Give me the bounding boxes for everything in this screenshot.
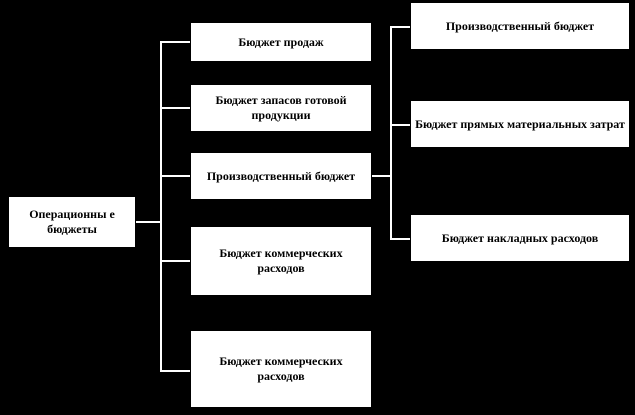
node-sales-budget	[190, 22, 372, 62]
node-label: Бюджет прямых материальных затрат	[415, 116, 625, 131]
connector-center-to-right-trunk	[372, 175, 392, 177]
connector-title-to-center-trunk	[160, 42, 162, 372]
node-label: Производственный бюджет	[206, 168, 356, 183]
node-commercial-expenses-budget-1	[190, 226, 372, 296]
connector-trunk-to-sales	[160, 41, 190, 43]
node-label: Бюджет запасов готовой продукции	[215, 93, 347, 122]
connector-right-trunk-to-production	[390, 26, 410, 28]
node-finished-goods-inventory-budget	[190, 84, 372, 132]
connector-right-trunk-to-materials	[390, 124, 410, 126]
node-production-budget-right	[410, 2, 630, 50]
connector-trunk-to-commercial-1	[160, 260, 190, 262]
connector-trunk-to-commercial-2	[160, 370, 190, 372]
connector-right-trunk-to-overhead	[390, 238, 410, 240]
node-direct-material-costs-budget	[410, 100, 630, 148]
node-label: Бюджет продаж	[238, 34, 324, 49]
connector-trunk-to-inventory	[160, 107, 190, 109]
node-label: Операционны е бюджеты	[29, 207, 115, 236]
node-label: Бюджет накладных расходов	[441, 230, 599, 245]
node-label: Бюджет коммерческих расходов	[219, 246, 343, 275]
node-production-budget-center	[190, 152, 372, 200]
node-label: Бюджет коммерческих расходов	[219, 354, 343, 383]
connector-title-to-trunk	[136, 221, 162, 223]
node-label: Производственный бюджет	[445, 18, 595, 33]
node-overhead-expenses-budget	[410, 214, 630, 262]
connector-trunk-to-production	[160, 175, 190, 177]
node-commercial-expenses-budget-2	[190, 330, 372, 408]
connector-right-trunk	[390, 26, 392, 240]
node-operational-budgets	[8, 196, 136, 248]
